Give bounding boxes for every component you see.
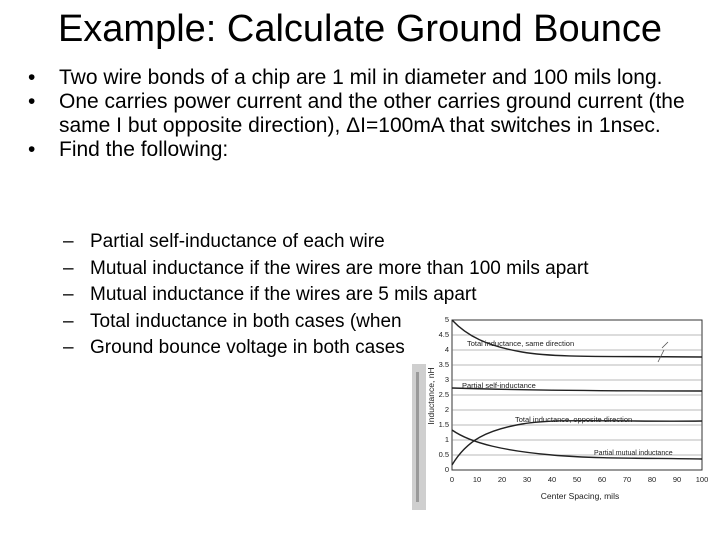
x-tick-label: 100	[695, 475, 709, 484]
y-tick-label: 3.5	[438, 360, 449, 369]
y-tick-label: 1	[444, 435, 449, 444]
sub-item-text: Total inductance in both cases (when	[90, 310, 402, 332]
y-tick-label: 3	[444, 375, 449, 384]
label-total-opposite: Total inductance, opposite direction	[515, 415, 633, 424]
grid-lines	[452, 335, 702, 455]
sub-item	[63, 256, 663, 283]
y-tick-label: 2.5	[438, 390, 449, 399]
scan-edge-detail	[416, 372, 419, 502]
sub-item	[63, 229, 663, 256]
bullet-text: Find the following:	[59, 138, 229, 161]
x-tick-label: 50	[572, 475, 582, 484]
x-tick-label: 70	[622, 475, 632, 484]
bullet-text: Two wire bonds of a chip are 1 mil in diameter and 100 mils long.	[59, 66, 663, 89]
x-tick-labels	[450, 475, 708, 484]
bullet-glyph: •	[28, 66, 36, 89]
dash-glyph: –	[63, 337, 74, 358]
bullet-glyph: •	[28, 90, 36, 113]
y-tick-labels	[439, 315, 449, 474]
bullet-item	[28, 66, 698, 90]
label-partial-self: Partial self-inductance	[462, 381, 536, 390]
bullet-glyph: •	[28, 138, 36, 161]
y-tick-label: 4.5	[438, 330, 449, 339]
y-axis-label: Inductance, nH	[426, 367, 436, 425]
y-tick-label: 0.5	[438, 450, 449, 459]
sub-item-text: Ground bounce voltage in both cases	[90, 337, 405, 358]
annotation-mark	[658, 342, 668, 362]
slide-title: Example: Calculate Ground Bounce	[57, 8, 663, 50]
inductance-figure	[412, 312, 716, 515]
sub-item	[63, 282, 663, 309]
x-tick-label: 80	[647, 475, 657, 484]
y-tick-label: 4	[444, 345, 449, 354]
y-tick-label: 2	[444, 405, 449, 414]
y-tick-label: 5	[444, 315, 449, 324]
sub-item-text: Partial self-inductance of each wire	[90, 231, 385, 252]
y-tick-label: 1.5	[438, 420, 449, 429]
dash-glyph: –	[63, 257, 74, 279]
x-tick-label: 40	[547, 475, 557, 484]
bullet-item	[28, 138, 698, 162]
dash-glyph: –	[63, 310, 74, 332]
x-tick-label: 0	[449, 475, 455, 484]
bullet-list	[28, 66, 698, 162]
x-tick-label: 90	[672, 475, 682, 484]
dash-glyph: –	[63, 284, 74, 305]
label-partial-mutual: Partial mutual inductance	[594, 450, 673, 457]
sub-item-text: Mutual inductance if the wires are more than 100 mils apart	[90, 257, 589, 279]
x-tick-label: 10	[472, 475, 482, 484]
dash-glyph: –	[63, 231, 74, 252]
x-axis-label: Center Spacing, mils	[540, 491, 620, 501]
y-tick-label: 0	[444, 465, 449, 474]
sub-item-text: Mutual inductance if the wires are 5 mils apart	[90, 284, 477, 305]
label-total-same: Total inductance, same direction	[467, 339, 575, 348]
bullet-text: One carries power current and the other carries ground current (the same I but opposite direction), ΔI=100mA that switches in 1nsec.	[59, 90, 685, 137]
x-tick-label: 60	[597, 475, 607, 484]
x-tick-label: 20	[497, 475, 507, 484]
bullet-item	[28, 90, 698, 138]
x-tick-label: 30	[522, 475, 532, 484]
